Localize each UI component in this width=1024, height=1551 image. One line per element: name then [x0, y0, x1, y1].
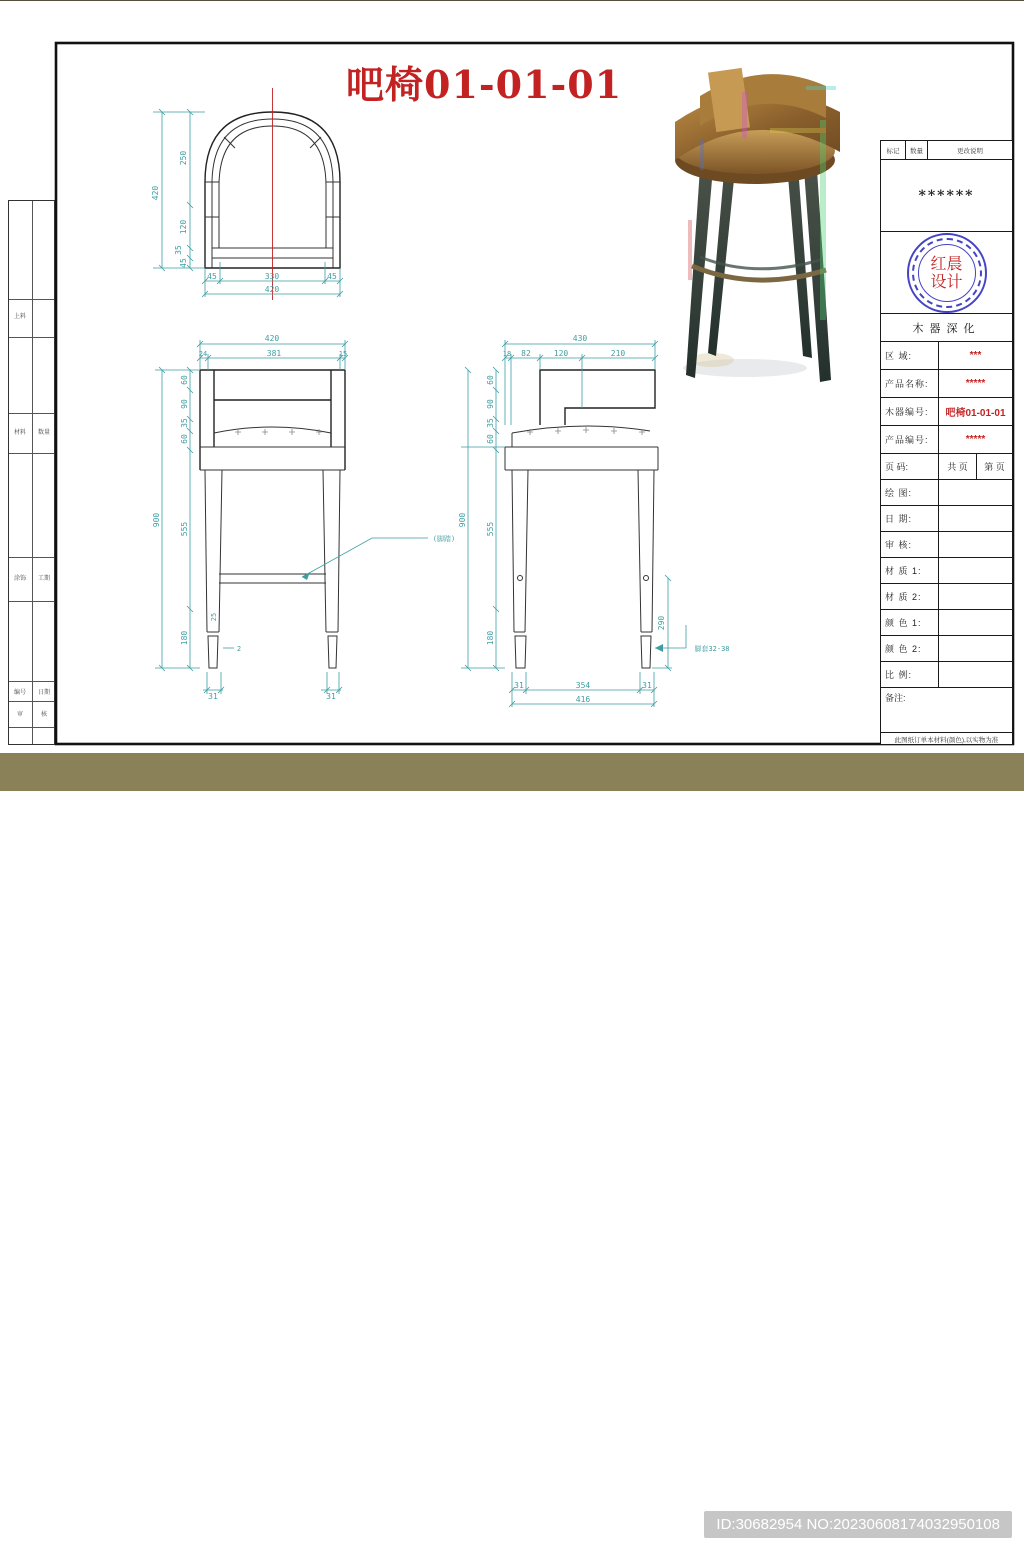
page-current: 第 页 [976, 454, 1012, 479]
dim-label: 90 [180, 399, 189, 409]
strip-line [9, 337, 54, 338]
field-label: 材 质 2: [885, 592, 922, 602]
stamp-text [930, 255, 962, 291]
strip-label: 工期 [37, 576, 50, 582]
dim-label: 381 [266, 349, 282, 358]
dim-label: 555 [180, 521, 189, 537]
chair-3d-render [675, 68, 840, 382]
sheet-edge-strip [8, 200, 55, 745]
strip-label: 日期 [37, 690, 50, 696]
field-value [938, 662, 1012, 687]
page-number-row [881, 453, 1012, 479]
front-cushion [200, 427, 345, 470]
dim-label: 24 [198, 350, 208, 358]
info-label: 木器编号: [885, 407, 929, 417]
section-title-row [881, 313, 1012, 341]
side-note-text: 脚套32-38 [694, 645, 730, 653]
strip-line [9, 701, 54, 702]
field-label: 颜 色 2: [885, 644, 922, 654]
leader-arrowhead [655, 644, 663, 652]
dim-label: 555 [486, 521, 495, 537]
dim-label: 330 [264, 272, 280, 281]
info-row [881, 369, 1012, 397]
front-note-leader [302, 538, 428, 577]
watermark-bar [0, 753, 1024, 1548]
field-row [881, 531, 1012, 557]
side-back-profile [540, 370, 655, 425]
dim-label: 120 [179, 219, 188, 235]
page-total: 共 页 [938, 454, 976, 479]
company-stamp-icon [907, 233, 987, 313]
section-title: 木器深化 [912, 322, 981, 335]
dim-label: 900 [458, 512, 467, 528]
dim-label: 420 [264, 334, 280, 343]
info-row [881, 425, 1012, 453]
field-label: 日 期: [885, 514, 913, 524]
drawing-title: 吧椅01-01-01 [346, 62, 623, 107]
field-row [881, 505, 1012, 531]
info-value: ***** [938, 370, 1012, 397]
field-label: 颜 色 1: [885, 618, 922, 628]
dim-label: 60 [486, 375, 495, 385]
dim-label: 31 [326, 692, 336, 701]
rev-cell: 数量 [905, 141, 927, 159]
page-label: 页 码: [885, 462, 909, 472]
side-view [458, 334, 730, 707]
info-label: 区 域: [885, 351, 913, 361]
field-value [938, 480, 1012, 505]
front-note-text: (脚踏) [432, 535, 456, 543]
dim-label: 60 [180, 434, 189, 444]
strip-divider [32, 201, 33, 744]
company-stamp-cell [881, 231, 1012, 313]
dim-label: 120 [553, 349, 569, 358]
info-value: *** [938, 342, 1012, 369]
strip-line [9, 413, 54, 414]
field-value [938, 584, 1012, 609]
strip-label: 编号 [13, 690, 26, 696]
front-view [152, 334, 455, 701]
info-label: 产品名称: [885, 379, 929, 389]
dim-label: 35 [486, 418, 495, 428]
strip-line [9, 727, 54, 728]
dim-label: 60 [486, 434, 495, 444]
cad-drawing-canvas [0, 0, 1024, 750]
info-label: 产品编号: [885, 435, 929, 445]
field-row [881, 635, 1012, 661]
front-back-frame [200, 370, 345, 470]
dim-label: 31 [208, 692, 218, 701]
dim-label: 180 [180, 630, 189, 646]
dim-label: 180 [486, 630, 495, 646]
dim-label: 290 [657, 615, 666, 631]
stamp-line2: 设计 [930, 271, 963, 291]
dim-label: 250 [179, 150, 188, 166]
dim-label: 35 [174, 245, 183, 255]
title-block-footer-note: 此图纸订单本材料(颜色),以实物为准 [881, 732, 1012, 745]
front-legs [205, 470, 340, 668]
plan-view [151, 88, 343, 300]
info-row [881, 397, 1012, 425]
strip-label: 审 [16, 712, 23, 718]
field-row [881, 661, 1012, 687]
dim-label: 31 [514, 681, 524, 690]
dim-label: 420 [264, 285, 280, 294]
rev-cell: 更改说明 [927, 141, 1012, 159]
nipic-url[interactable]: www.nipic.cn [130, 1520, 301, 1548]
field-value [938, 532, 1012, 557]
info-row [881, 341, 1012, 369]
stamp-line1: 红晨 [930, 253, 963, 273]
side-footrest-end [518, 576, 523, 581]
front-footrest [219, 574, 326, 583]
dim-label: 416 [575, 695, 591, 704]
field-row [881, 609, 1012, 635]
field-value [938, 610, 1012, 635]
dim-label: 2 [236, 645, 242, 653]
field-label: 比 例: [885, 670, 913, 680]
side-legs [512, 470, 654, 668]
dim-label: 15 [338, 350, 348, 358]
dim-label: 60 [180, 375, 189, 385]
dim-label: 90 [486, 399, 495, 409]
dim-label: 45 [327, 272, 337, 281]
dim-label: 45 [179, 258, 188, 268]
strip-label: 数量 [37, 430, 50, 436]
dim-label: 31 [642, 681, 652, 690]
field-label: 绘 图: [885, 488, 913, 498]
strip-label: 核 [40, 712, 47, 718]
dim-label: 25 [210, 612, 218, 622]
field-value [938, 558, 1012, 583]
info-value: ***** [938, 426, 1012, 453]
dim-label: 45 [207, 272, 217, 281]
field-value [938, 636, 1012, 661]
field-row [881, 479, 1012, 505]
strip-line [9, 681, 54, 682]
strip-line [9, 453, 54, 454]
field-row [881, 583, 1012, 609]
remark-row [881, 687, 1012, 732]
dim-label: 430 [572, 334, 588, 343]
remark-label: 备注: [885, 693, 906, 703]
dim-label: 354 [575, 681, 591, 690]
dim-label: 420 [151, 185, 160, 201]
dim-label: 900 [152, 512, 161, 528]
strip-line [9, 557, 54, 558]
field-value [938, 506, 1012, 531]
strip-line [9, 601, 54, 602]
side-footrest-end [644, 576, 649, 581]
revision-row [881, 141, 1012, 159]
info-value: 吧椅01-01-01 [938, 398, 1012, 425]
strip-label: 上料 [13, 314, 26, 320]
title-block [880, 140, 1013, 745]
strip-line [9, 299, 54, 300]
dim-label: 18 [502, 350, 512, 358]
field-row [881, 557, 1012, 583]
image-id-badge: ID:30682954 NO:20230608174032950108 [704, 1511, 1012, 1538]
rev-cell: 标记 [886, 147, 900, 155]
front-cushion-tufting [235, 429, 322, 435]
side-cushion [505, 426, 658, 470]
nipic-logo: 昵享网 [28, 1517, 119, 1548]
field-label: 审 核: [885, 540, 913, 550]
dim-label: 210 [610, 349, 626, 358]
field-label: 材 质 1: [885, 566, 922, 576]
dim-label: 35 [180, 418, 189, 428]
strip-label: 材料 [13, 430, 26, 436]
strip-label: 涂饰 [13, 576, 26, 582]
stars-text: ****** [918, 187, 975, 204]
project-stars-cell [881, 159, 1012, 231]
dim-label: 82 [521, 349, 531, 358]
watermark-logo-group [28, 1511, 301, 1551]
